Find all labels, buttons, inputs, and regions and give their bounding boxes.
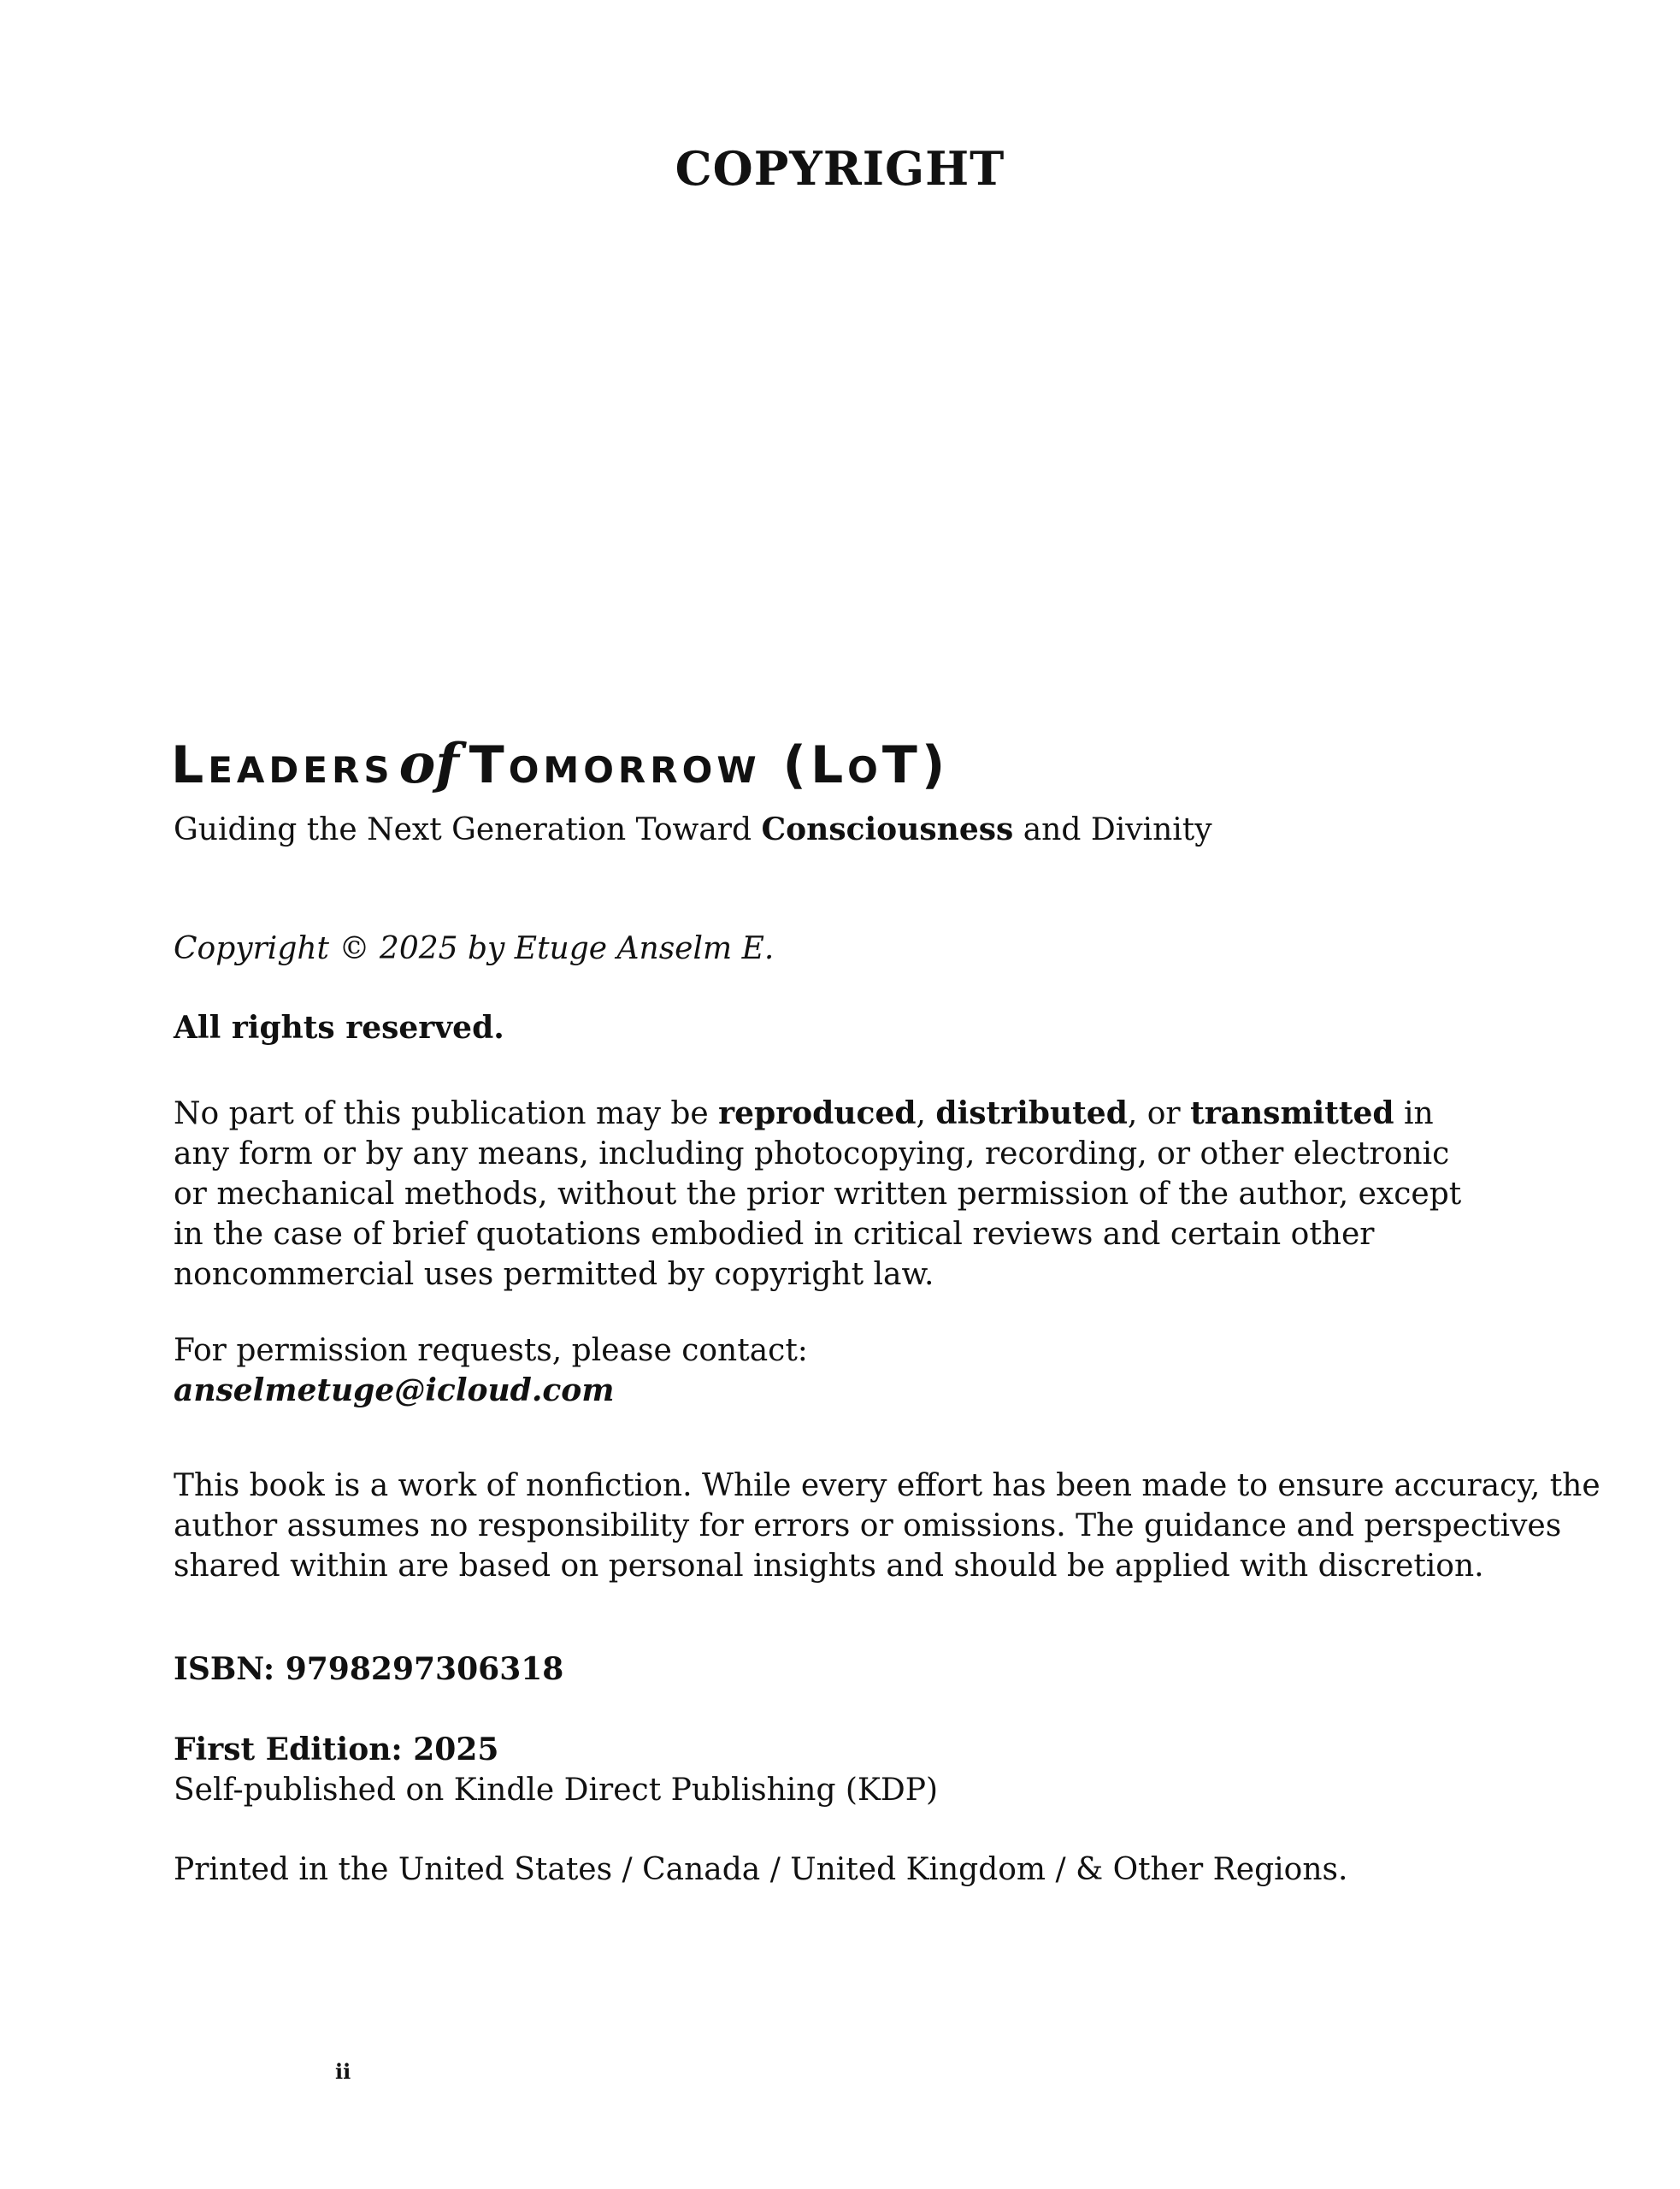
notice-line-4: in the case of brief quotations embodied in critical reviews and certain other [174,1217,1375,1252]
rights-reserved: All rights reserved. [174,1010,504,1046]
printed-line: Printed in the United States / Canada / United Kingdom / & Other Regions. [174,1852,1348,1887]
subtitle-after: and Divinity [1013,812,1212,847]
contact-block [174,1331,808,1411]
contact-label: For permission requests, please contact: [174,1333,808,1368]
book-title-part2: Tomorrow (LoT) [469,735,950,795]
notice-line-1 [174,1094,1461,1134]
notice-term-transmitted: transmitted [1190,1095,1394,1131]
copyright-notice [174,1094,1461,1295]
disclaimer [174,1466,1600,1586]
publisher-line: Self-published on Kindle Direct Publishing (KDP) [174,1773,939,1808]
edition-label: First Edition: 2025 [174,1732,499,1767]
isbn: ISBN: 9798297306318 [174,1651,564,1687]
notice-text: , or [1127,1096,1191,1131]
book-title [171,732,949,796]
page-heading: COPYRIGHT [675,141,1005,196]
contact-email[interactable]: anselmetuge@icloud.com [174,1372,615,1408]
disclaimer-line-2: author assumes no responsibility for errors or omissions. The guidance and perspectives [174,1508,1562,1543]
page-number: ii [335,2059,351,2084]
notice-line-3: or mechanical methods, without the prior written permission of the author, except [174,1177,1462,1212]
copyright-line: Copyright © 2025 by Etuge Anselm E. [174,931,775,966]
notice-line-5: noncommercial uses permitted by copyright law. [174,1257,934,1292]
book-subtitle [174,810,1212,850]
notice-text: , [916,1096,936,1131]
notice-line-2: any form or by any means, including photocopying, recording, or other electronic [174,1136,1450,1171]
notice-text: in [1394,1096,1434,1131]
edition-block [174,1730,938,1810]
notice-term-reproduced: reproduced [718,1095,917,1131]
notice-text: No part of this publication may be [174,1096,719,1131]
disclaimer-line-3: shared within are based on personal insights and should be applied with discretion. [174,1549,1484,1584]
book-title-part1: Leaders [171,735,394,795]
disclaimer-line-1: This book is a work of nonfiction. While every effort has been made to ensure accuracy, the [174,1468,1600,1503]
notice-term-distributed: distributed [935,1095,1128,1131]
subtitle-bold: Consciousness [761,811,1014,847]
book-title-connector: of [398,732,459,796]
subtitle-before: Guiding the Next Generation Toward [174,812,762,847]
